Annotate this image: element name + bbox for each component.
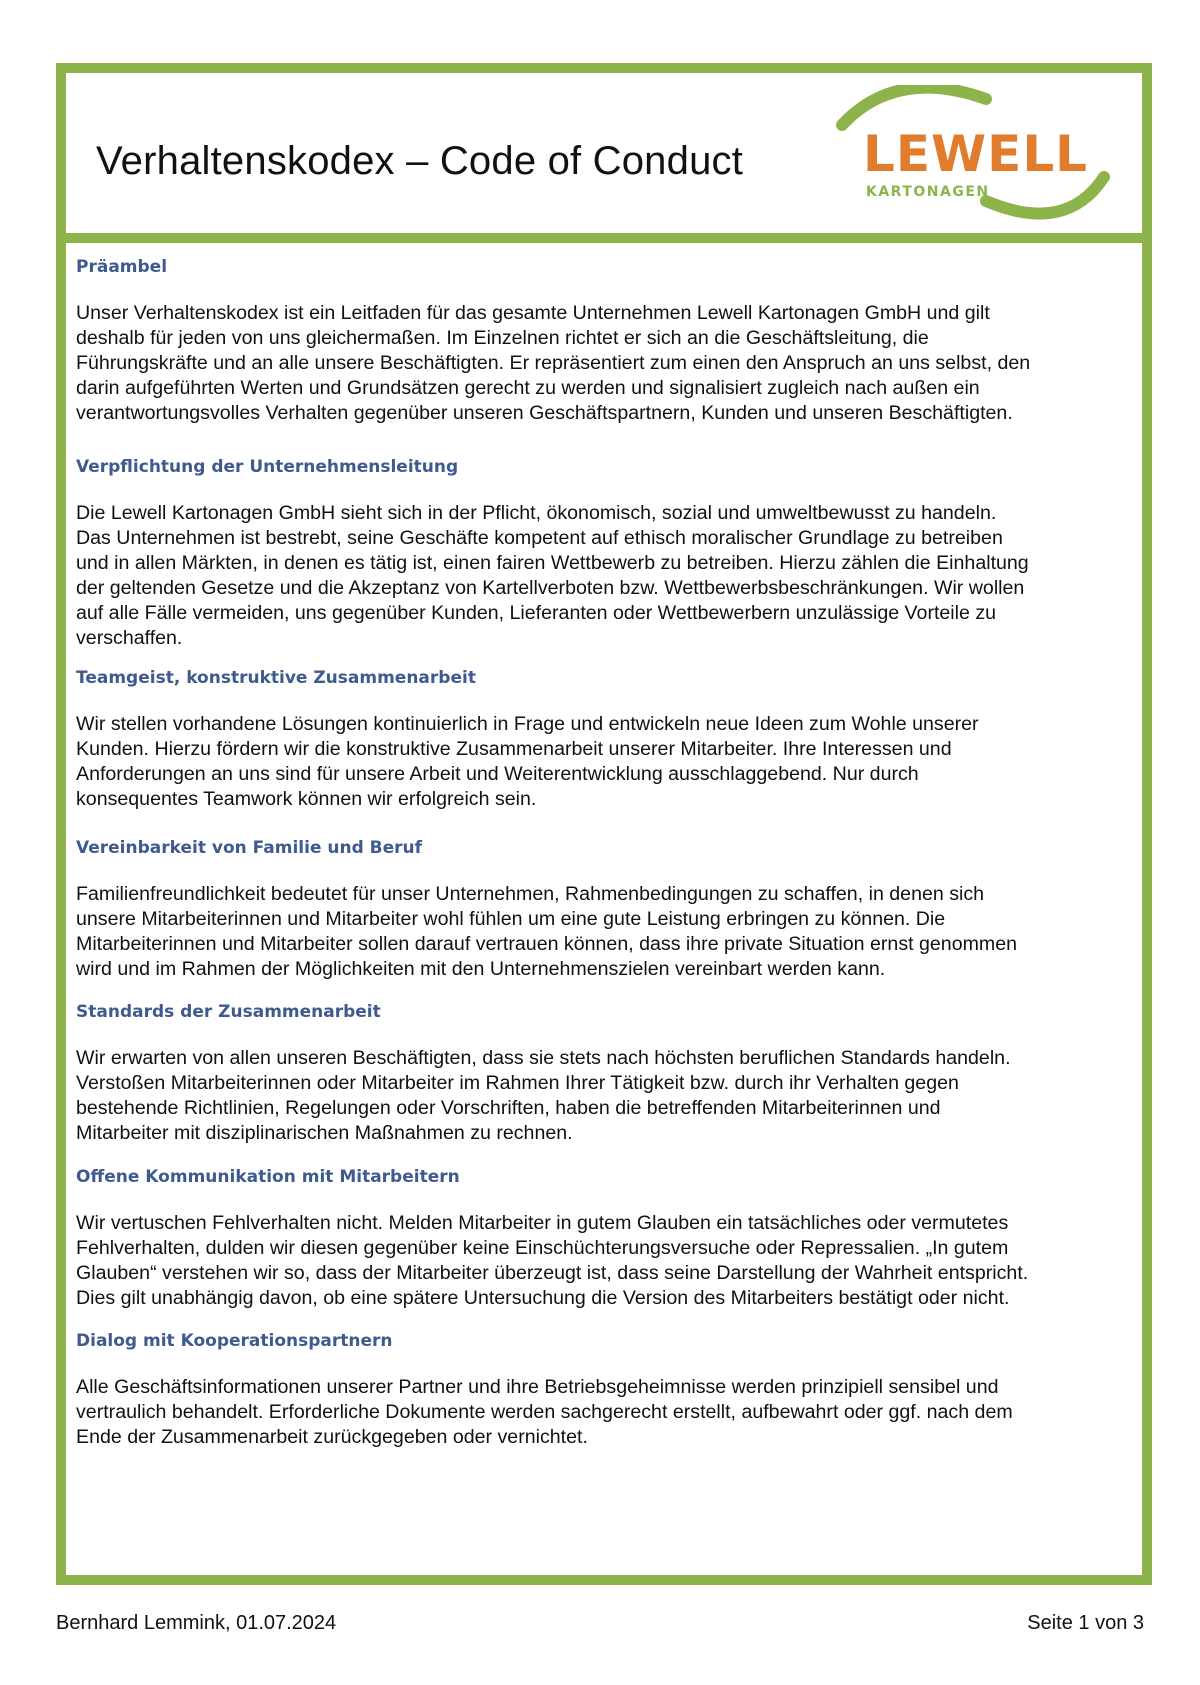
section-heading: Vereinbarkeit von Familie und Beruf xyxy=(76,838,423,858)
section-praeambel xyxy=(76,256,1136,426)
logo-subtitle: KARTONAGEN xyxy=(866,184,990,200)
document-frame xyxy=(56,63,1152,1585)
section-body: Wir stellen vorhandene Lösungen kontinuierlich in Frage und entwickeln neue Ideen zum Wohle unserer Kunden. Hierzu fördern wir die konstruktive Zusammenarbeit unserer Mitarbeiter. Ihre Interessen und Anforderungen an uns sind für unsere Arbeit und Weiterentwicklung ausschlaggebend. Nur durch konsequentes Teamwork können wir erfolgreich sein. xyxy=(76,713,979,810)
document-header xyxy=(66,73,1142,243)
section-body: Wir erwarten von allen unseren Beschäftigten, dass sie stets nach höchsten beruflichen Standards handeln. Verstoßen Mitarbeiterinnen oder Mitarbeiter im Rahmen Ihrer Tätigkeit bzw. durch ihr Verhalten gegen bestehende Richtlinien, Regelungen oder Vorschriften, haben die betreffenden Mitarbeiterinnen und Mitarbeiter mit disziplinarischen Maßnahmen zu rechnen. xyxy=(76,1047,1011,1144)
section-body: Familienfreundlichkeit bedeutet für unser Unternehmen, Rahmenbedingungen zu schaffen, in denen sich unsere Mitarbeiterinnen und Mitarbeiter wohl fühlen um eine gute Leistung erbringen zu können. Die Mitarbeiterinnen und Mitarbeiter sollen darauf vertrauen können, dass ihre private Situation ernst genommen wird und im Rahmen der Möglichkeiten mit den Unternehmenszielen vereinbart werden kann. xyxy=(76,883,1018,980)
section-body: Die Lewell Kartonagen GmbH sieht sich in der Pflicht, ökonomisch, sozial und umweltbewusst zu handeln. Das Unternehmen ist bestrebt, seine Geschäfte kompetent auf ethisch moralischer Grundlage zu betreiben und in allen Märkten, in denen es tätig ist, einen fairen Wettbewerb zu betreiben. Hierzu zählen die Einhaltung der geltenden Gesetze und die Akzeptanz von Kartellverboten bzw. Wettbewerbsbeschränkungen. Wir wollen auf alle Fälle vermeiden, uns gegenüber Kunden, Lieferanten oder Wettbewerbern unzulässige Vorteile zu verschaffen. xyxy=(76,502,1029,649)
section-verpflichtung xyxy=(76,456,1136,651)
section-kooperation xyxy=(76,1330,1136,1450)
section-body: Unser Verhaltenskodex ist ein Leitfaden für das gesamte Unternehmen Lewell Kartonagen GmbH und gilt deshalb für jeden von uns gleichermaßen. Im Einzelnen richtet er sich an die Geschäftsleitung, die Führungskräfte und an alle unsere Beschäftigten. Er repräsentiert zum einen den Anspruch an uns selbst, den darin aufgeführten Werten und Grundsätzen gerecht zu werden und signalisiert zugleich nach außen ein verantwortungsvolles Verhalten gegenüber unseren Geschäftspartnern, Kunden und unseren Beschäftigten. xyxy=(76,302,1031,424)
section-familie-beruf xyxy=(76,837,1136,982)
logo-wordmark: LEWELL xyxy=(863,125,1089,183)
section-heading: Teamgeist, konstruktive Zusammenarbeit xyxy=(76,668,476,688)
company-logo xyxy=(836,85,1136,225)
section-kommunikation xyxy=(76,1166,1136,1311)
section-heading: Offene Kommunikation mit Mitarbeitern xyxy=(76,1167,460,1187)
page-title: Verhaltenskodex – Code of Conduct xyxy=(96,139,744,183)
section-teamgeist xyxy=(76,667,1136,812)
section-heading: Verpflichtung der Unternehmensleitung xyxy=(76,457,459,477)
section-body: Wir vertuschen Fehlverhalten nicht. Melden Mitarbeiter in gutem Glauben ein tatsächliches oder vermutetes Fehlverhalten, dulden wir diesen gegenüber keine Einschüchterungsversuche oder Repressalien. „In gutem Glauben“ verstehen wir so, dass der Mitarbeiter überzeugt ist, dass seine Darstellung der Wahrheit entspricht. Dies gilt unabhängig davon, ob eine spätere Untersuchung die Version des Mitarbeiters bestätigt oder nicht. xyxy=(76,1212,1029,1309)
section-heading: Standards der Zusammenarbeit xyxy=(76,1002,381,1022)
footer-page-number: Seite 1 von 3 xyxy=(1027,1612,1144,1634)
section-heading: Präambel xyxy=(76,257,168,277)
footer-author-date: Bernhard Lemmink, 01.07.2024 xyxy=(56,1612,337,1634)
section-heading: Dialog mit Kooperationspartnern xyxy=(76,1331,393,1351)
section-standards xyxy=(76,1001,1136,1146)
section-body: Alle Geschäftsinformationen unserer Partner und ihre Betriebsgeheimnisse werden prinzipiell sensibel und vertraulich behandelt. Erforderliche Dokumente werden sachgerecht erstellt, aufbewahrt oder ggf. nach dem Ende der Zusammenarbeit zurückgegeben oder vernichtet. xyxy=(76,1376,1013,1448)
